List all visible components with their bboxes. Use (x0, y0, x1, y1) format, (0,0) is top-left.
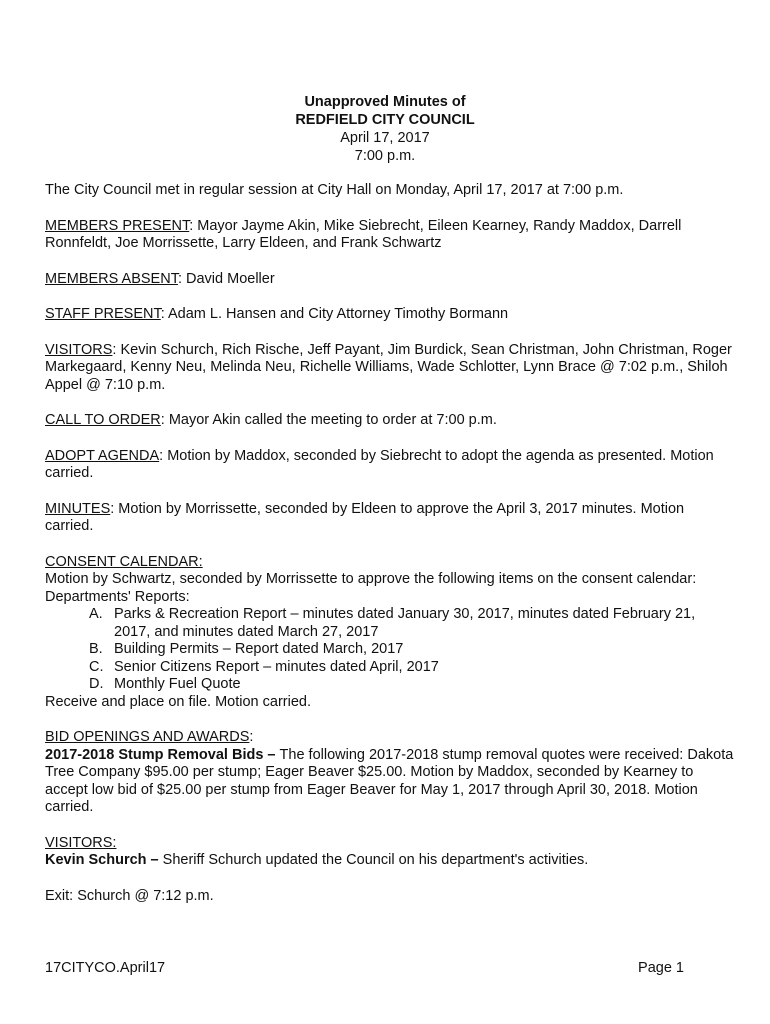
adopt-agenda-section (45, 448, 735, 483)
list-item-text: Senior Citizens Report – minutes dated April, 2017 (114, 658, 439, 675)
list-item-marker: D. (89, 676, 104, 692)
list-item (45, 659, 735, 677)
consent-calendar-section (45, 554, 735, 607)
exit-line: Exit: Schurch @ 7:12 p.m. (45, 887, 214, 904)
members-absent-text: : David Moeller (177, 270, 275, 287)
staff-present-label: STAFF PRESENT (45, 306, 161, 322)
staff-present-text: : Adam L. Hansen and City Attorney Timothy Bormann (160, 306, 509, 322)
page-footer (45, 959, 684, 977)
list-item (45, 606, 735, 641)
list-item-text: Building Permits – Report dated March, 2017 (114, 641, 404, 657)
adopt-agenda-text: : Motion by Maddox, seconded by Siebrecht to adopt the agenda as presented. Motion carried. (45, 447, 714, 481)
list-item (45, 641, 735, 659)
list-item-text: Parks & Recreation Report – minutes dated January 30, 2017, minutes dated February 21, 2017, and minutes dated March 27, 2017 (114, 606, 696, 640)
bid-openings-colon: : (249, 729, 254, 745)
consent-items-list (45, 606, 735, 694)
kevin-schurch-heading: Kevin Schurch – (45, 852, 163, 868)
members-present-section (45, 218, 735, 253)
bid-openings-label: BID OPENINGS AND AWARDS (45, 729, 250, 745)
list-item-marker: A. (89, 606, 103, 622)
consent-closing: Receive and place on file. Motion carried. (45, 693, 311, 710)
list-item-marker: B. (89, 641, 103, 657)
members-present-label: MEMBERS PRESENT (45, 217, 190, 234)
call-to-order-text: : Mayor Akin called the meeting to order at 7:00 p.m. (160, 412, 497, 428)
members-absent-section (45, 271, 735, 289)
header-title: Unapproved Minutes of (304, 94, 466, 110)
header-council-name: REDFIELD CITY COUNCIL (295, 112, 475, 128)
minutes-label: MINUTES (45, 500, 111, 517)
consent-motion-text: Motion by Schwartz, seconded by Morrissette to approve the following items on the consent calendar: (45, 571, 697, 587)
list-item (45, 676, 735, 694)
consent-calendar-label: CONSENT CALENDAR: (45, 553, 203, 570)
visitors-updates-section (45, 835, 735, 870)
departments-reports-label: Departments' Reports: (45, 588, 190, 605)
call-to-order-section (45, 412, 735, 430)
visitors-label: VISITORS (45, 341, 113, 358)
minutes-section (45, 501, 735, 536)
list-item-text: Monthly Fuel Quote (114, 676, 241, 692)
header-date: April 17, 2017 (340, 130, 430, 146)
call-to-order-label: CALL TO ORDER (45, 412, 161, 428)
header-time: 7:00 p.m. (354, 148, 416, 164)
adopt-agenda-label: ADOPT AGENDA (45, 447, 160, 464)
minutes-text: : Motion by Morrissette, seconded by Eldeen to approve the April 3, 2017 minutes. Motion carried. (45, 500, 685, 534)
footer-page-number: Page 1 (638, 960, 684, 976)
document-header (0, 93, 770, 165)
list-item-marker: C. (89, 658, 104, 675)
visitors-updates-label: VISITORS: (45, 834, 117, 851)
document-body (45, 182, 735, 923)
stump-removal-heading: 2017-2018 Stump Removal Bids – (45, 746, 280, 763)
members-present-text: : Mayor Jayme Akin, Mike Siebrecht, Eileen Kearney, Randy Maddox, Darrell Ronnfeldt, Joe Morrissette, Larry Eldeen, and Frank Schwartz (45, 217, 682, 251)
members-absent-label: MEMBERS ABSENT (45, 270, 178, 287)
stump-removal-text: The following 2017-2018 stump removal quotes were received: Dakota Tree Company $95.00 per stump; Eager Beaver $25.00. Motion by Maddox, seconded by Kearney to accept low bid of $25.00 per stump from Eager Beaver for May 1, 2017 through April 30, 2018. Motion carried. (45, 746, 734, 815)
visitors-text: : Kevin Schurch, Rich Rische, Jeff Payant, Jim Burdick, Sean Christman, John Christman, Roger Markegaard, Kenny Neu, Melinda Neu, Richelle Williams, Wade Schlotter, Lynn Brace @ 7:02 p.m., Shiloh Appel @ 7:10 p.m. (45, 341, 732, 393)
intro-paragraph: The City Council met in regular session at City Hall on Monday, April 17, 2017 at 7:00 p.m. (45, 182, 624, 198)
footer-document-id: 17CITYCO.April17 (45, 960, 166, 976)
bid-openings-section (45, 729, 735, 817)
kevin-schurch-text: Sheriff Schurch updated the Council on his department's activities. (162, 852, 589, 868)
visitors-section (45, 342, 735, 395)
staff-present-section (45, 306, 735, 324)
